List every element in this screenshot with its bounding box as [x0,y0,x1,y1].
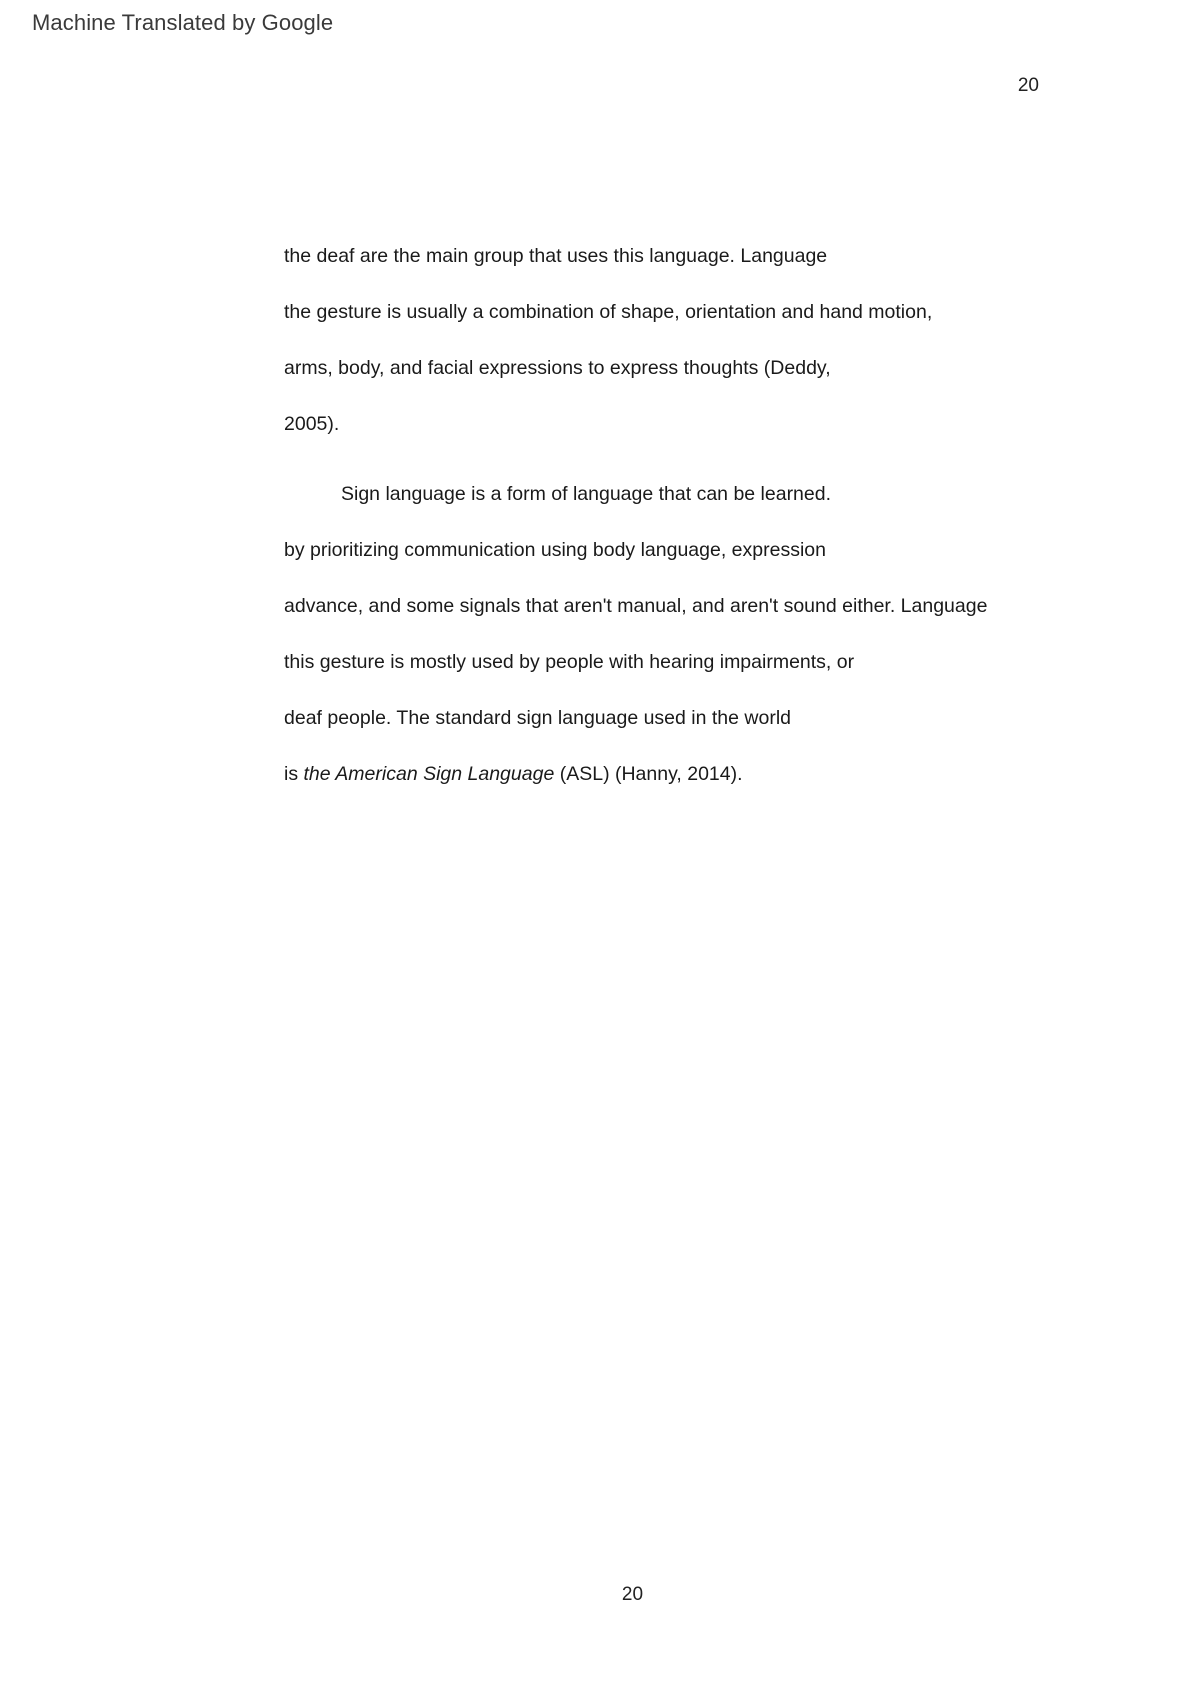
text-line: Sign language is a form of language that can be learned. [341,483,832,505]
text-line: 2005). [284,413,340,435]
machine-translation-banner: Machine Translated by Google [32,10,334,35]
text-line: the gesture is usually a combination of shape, orientation and hand motion, [284,301,933,323]
text-line: the deaf are the main group that uses this language. Language [284,245,828,267]
text-line: deaf people. The standard sign language used in the world [284,707,792,729]
text-line: this gesture is mostly used by people with hearing impairments, or [284,651,855,673]
text-line-last [284,746,1064,802]
text-line: advance, and some signals that aren't manual, and aren't sound either. Language [284,595,988,617]
text-line: arms, body, and facial expressions to express thoughts (Deddy, [284,357,831,379]
italic-term: the American Sign Language [303,763,555,785]
text-line: by prioritizing communication using body language, expression [284,539,826,561]
text-suffix: (ASL) (Hanny, 2014). [554,763,743,785]
paragraph-2 [284,466,1064,802]
page-number-footer: 20 [621,1584,644,1605]
document-body [284,228,1064,802]
paragraph-1 [284,228,1064,452]
page-number-header: 20 [1017,75,1039,96]
text-prefix: is [284,763,304,785]
